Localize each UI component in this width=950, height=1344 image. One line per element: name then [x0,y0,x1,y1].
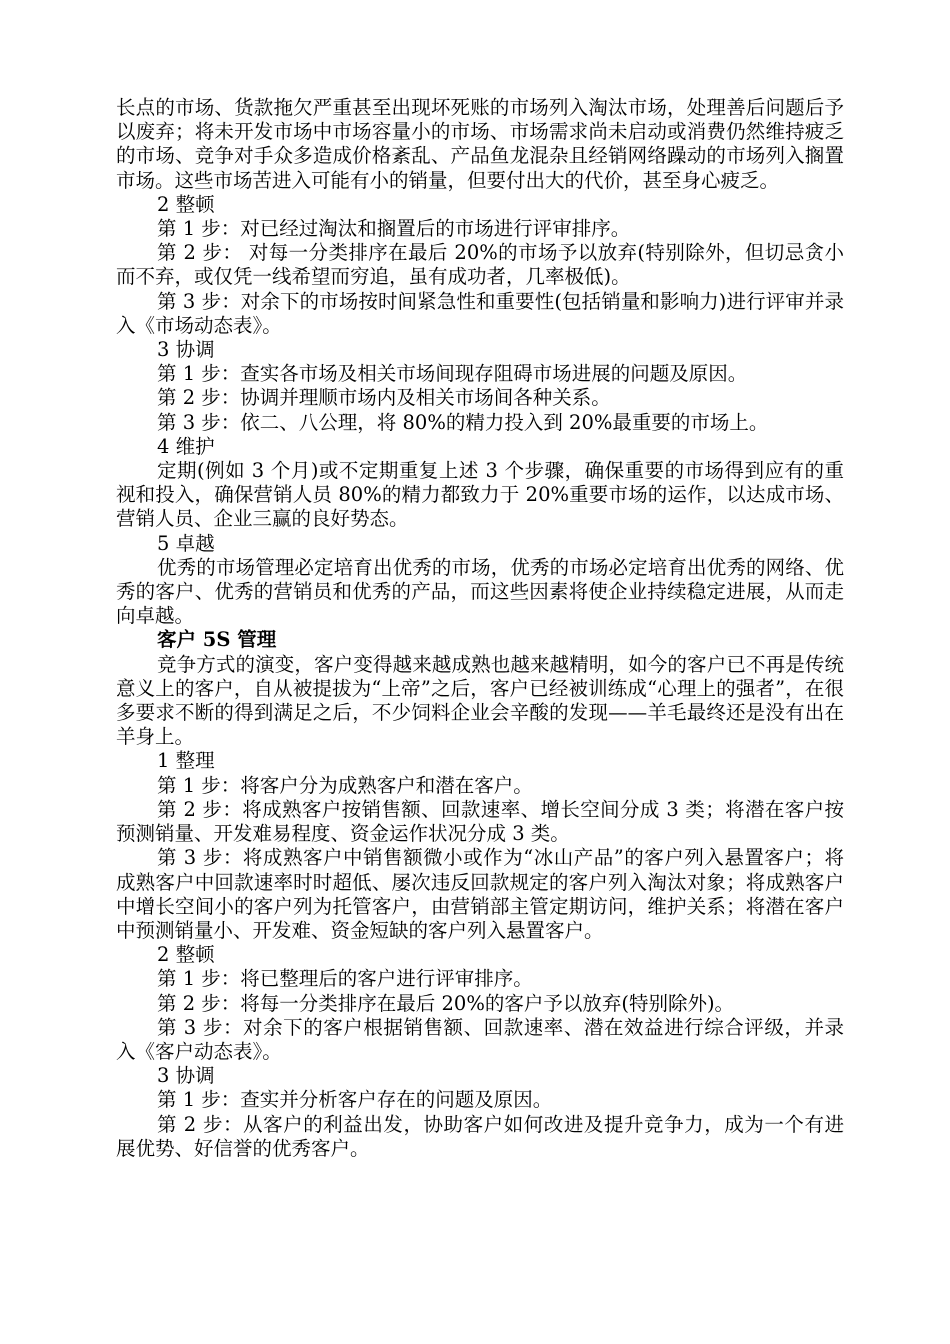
step-paragraph: 第 1 步：查实并分析客户存在的问题及原因。 [157,1088,553,1112]
section-heading: 1 整理 [157,749,215,773]
section-heading: 3 协调 [157,1064,215,1088]
step-paragraph: 第 1 步：查实各市场及相关市场间现存阻碍市场进展的问题及原因。 [157,362,748,386]
step-paragraph: 第 3 步：对余下的市场按时间紧急性和重要性(包括销量和影响力)进行评审并录入《市场动态表》。 [116,289,844,337]
step-paragraph: 第 2 步：从客户的利益出发，协助客户如何改进及提升竞争力，成为一个有进展优势、好信誉的优秀客户。 [116,1112,844,1160]
step-paragraph: 第 1 步：对已经过淘汰和搁置后的市场进行评审排序。 [157,217,631,241]
section-heading: 4 维护 [157,434,215,458]
section-heading: 3 协调 [157,338,215,362]
step-paragraph: 第 2 步：将成熟客户按销售额、回款速率、增长空间分成 3 类；将潜在客户按预测销量、开发难易程度、资金运作状况分成 3 类。 [116,797,844,846]
paragraph: 长点的市场、货款拖欠严重甚至出现坏死账的市场列入淘汰市场，处理善后问题后予以废弃；将未开发市场中市场容量小的市场、市场需求尚未启动或消费仍然维持疲乏的市场、竞争对手众多造成价格紊乱、产品鱼龙混杂且经销网络躁动的市场列入搁置市场。这些市场苦进入可能有小的销量，但要付出大的代价，甚至身心疲乏。 [116,96,844,192]
section-heading: 2 整顿 [157,943,215,967]
step-paragraph: 第 3 步：对余下的客户根据销售额、回款速率、潜在效益进行综合评级，并录入《客户动态表》。 [116,1015,844,1063]
step-paragraph: 第 1 步：将客户分为成熟客户和潜在客户。 [157,773,533,797]
paragraph: 竞争方式的演变，客户变得越来越成熟也越来越精明，如今的客户已不再是传统意义上的客户，自从被提拔为“上帝”之后，客户已经被训练成“心理上的强者”，在很多要求不断的得到满足之后，不少饲料企业会辛酸的发现——羊毛最终还是没有出在羊身上。 [116,652,844,749]
chapter-heading: 客户 5S 管理 [157,628,277,652]
paragraph: 定期(例如 3 个月)或不定期重复上述 3 个步骤，确保重要的市场得到应有的重视和投入，确保营销人员 80%的精力都致力于 20%重要市场的运作，以达成市场、营销人员、企业三赢的良好势态。 [116,459,844,531]
step-paragraph: 第 2 步：协调并理顺市场内及相关市场间各种关系。 [157,386,611,410]
step-paragraph: 第 3 步：依二、八公理，将 80%的精力投入到 20%最重要的市场上。 [157,410,769,434]
step-paragraph: 第 2 步：将每一分类排序在最后 20%的客户予以放弃(特别除外)。 [157,991,735,1015]
document-page [116,96,844,1161]
step-paragraph: 第 2 步： 对每一分类排序在最后 20%的市场予以放弃(特别除外，但切忌贪小而不弃，或仅凭一线希望而穷追，虽有成功者，几率极低)。 [116,241,844,289]
paragraph: 优秀的市场管理必定培育出优秀的市场，优秀的市场必定培育出优秀的网络、优秀的客户、优秀的营销员和优秀的产品，而这些因素将使企业持续稳定进展，从而走向卓越。 [116,555,844,628]
section-heading: 5 卓越 [157,531,215,555]
step-paragraph: 第 3 步：将成熟客户中销售额微小或作为“冰山产品”的客户列入悬置客户；将成熟客户中回款速率时时超低、屡次违反回款规定的客户列入淘汰对象；将成熟客户中增长空间小的客户列为托管客户，由营销部主管定期访问，维护关系；将潜在客户中预测销量小、开发难、资金短缺的客户列入悬置客户。 [116,846,844,942]
step-paragraph: 第 1 步：将已整理后的客户进行评审排序。 [157,967,533,991]
section-heading: 2 整顿 [157,192,215,216]
